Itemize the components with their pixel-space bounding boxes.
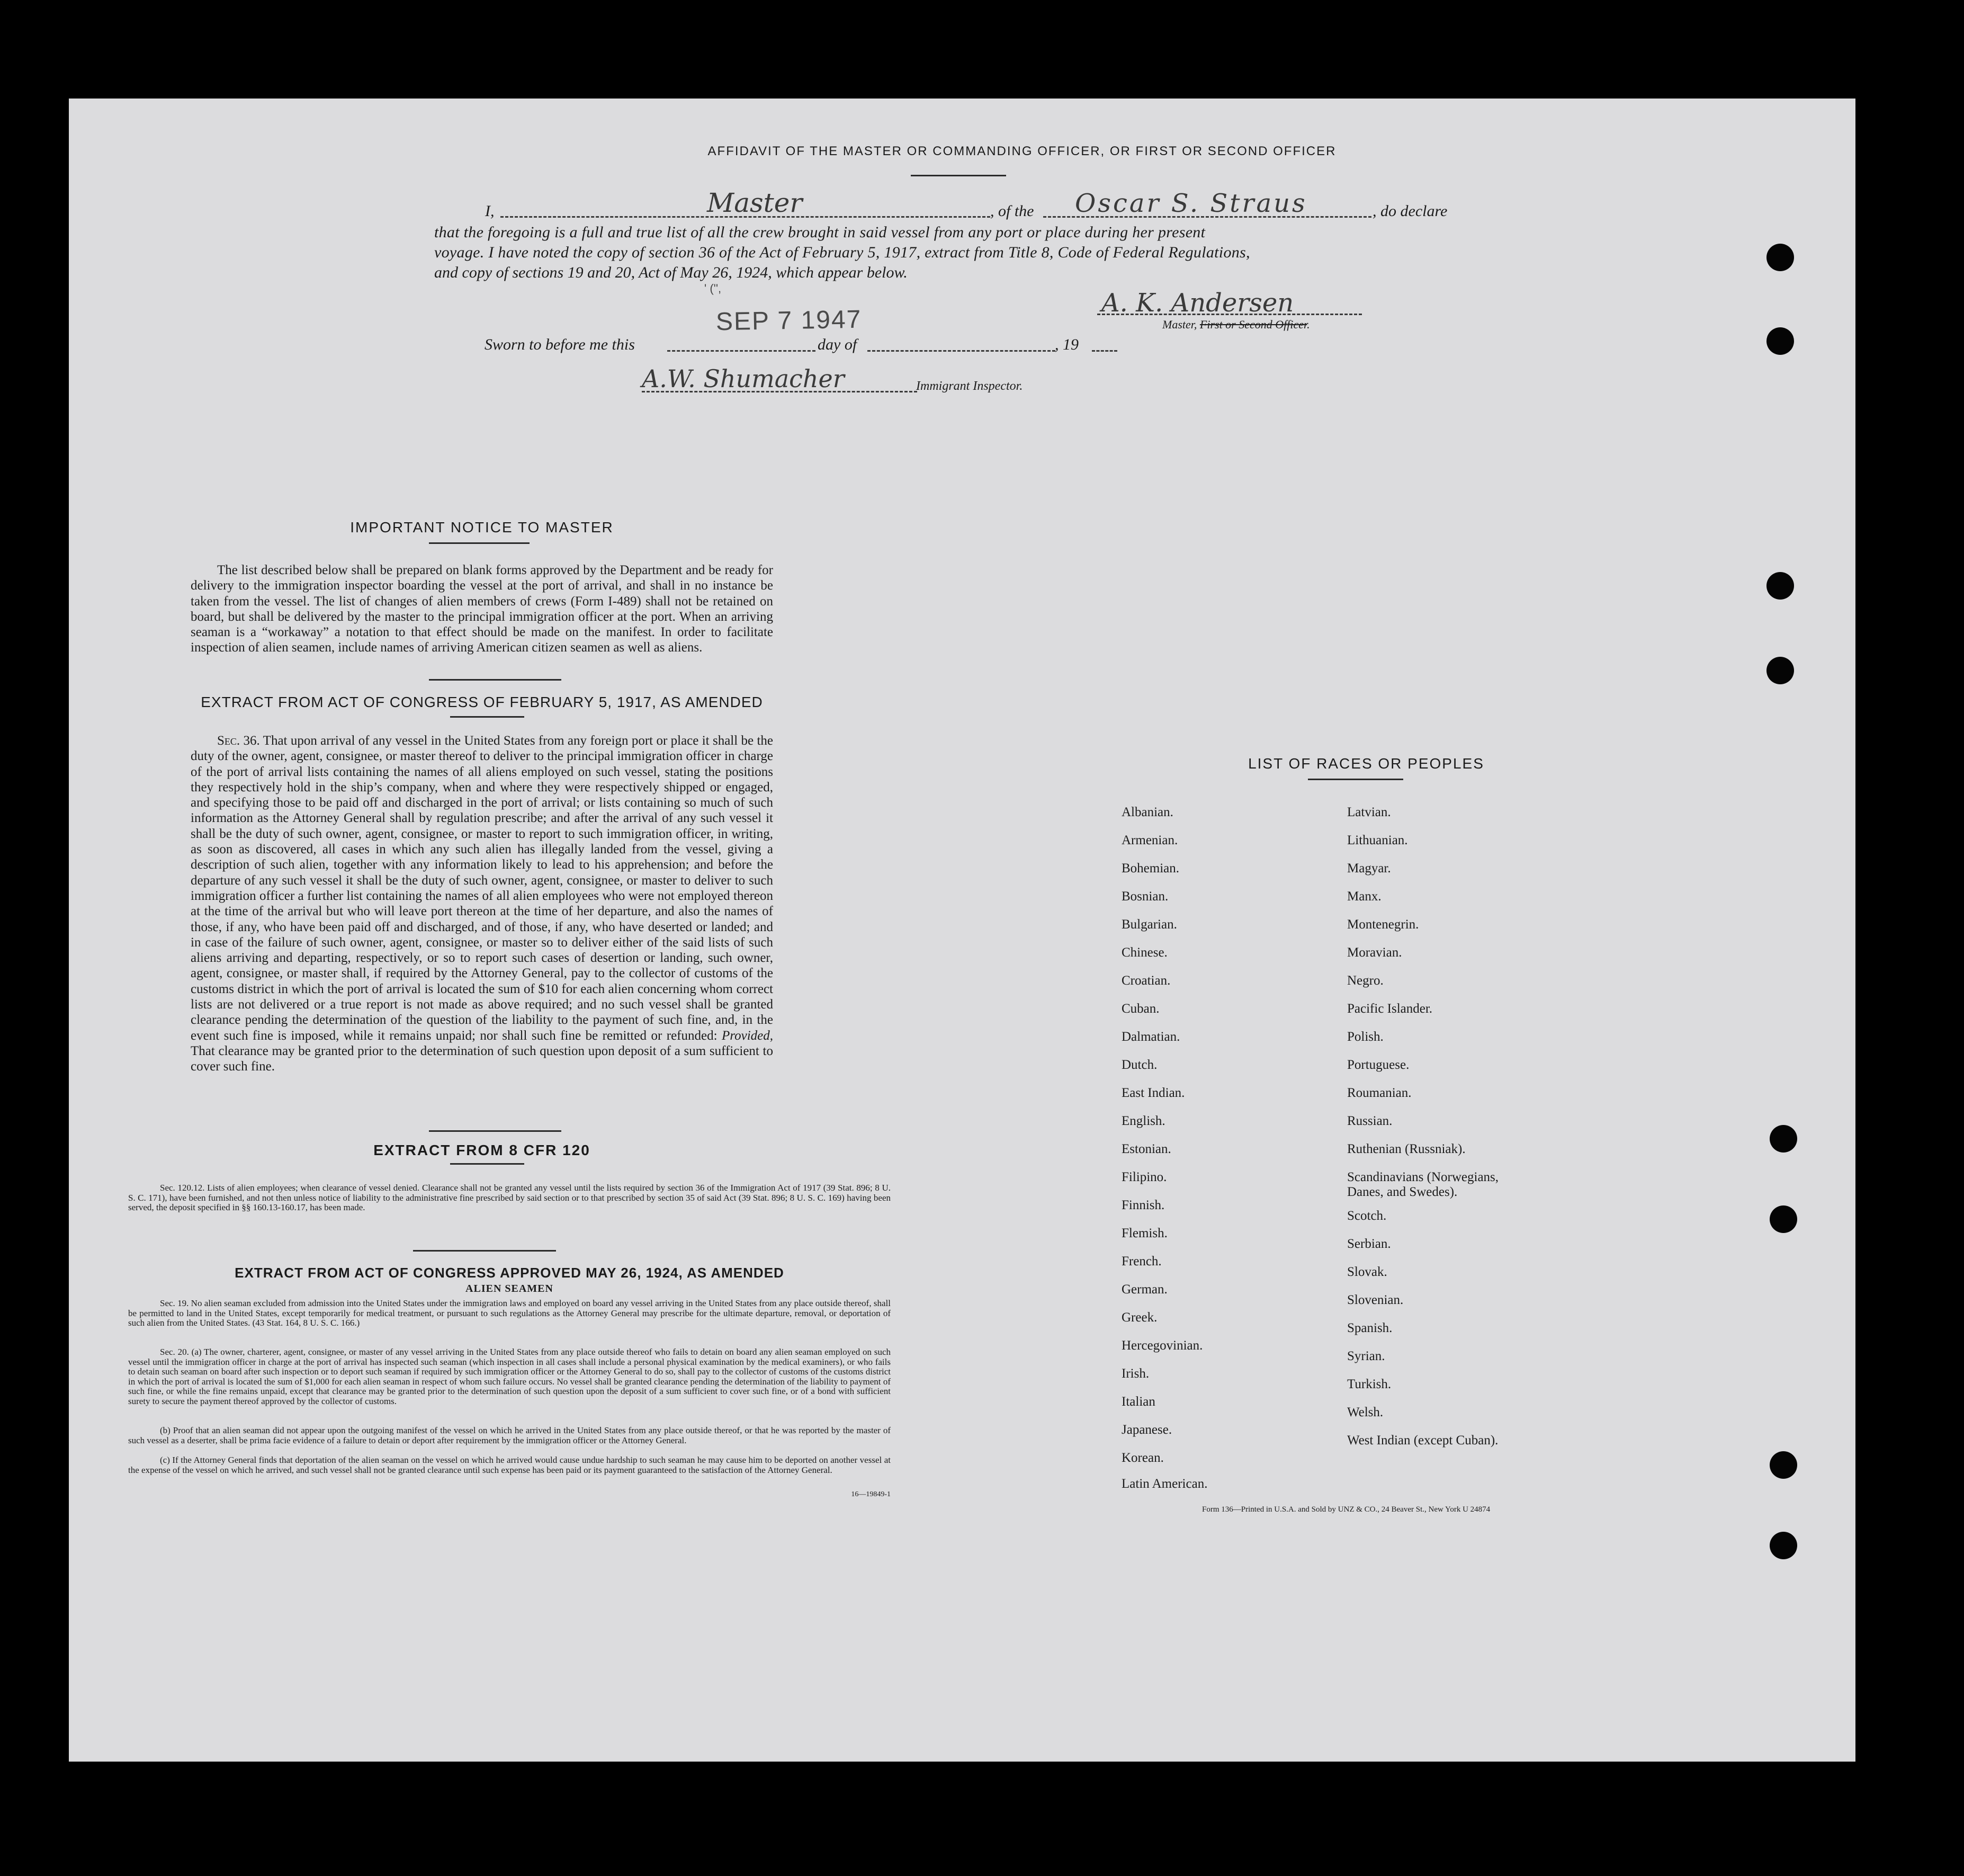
race-item: Negro. xyxy=(1347,973,1384,988)
race-item: East Indian. xyxy=(1122,1086,1185,1100)
race-item: Finnish. xyxy=(1122,1198,1165,1212)
alien-seamen-subheading: ALIEN SEAMEN xyxy=(465,1283,553,1294)
divider xyxy=(911,175,1006,176)
race-item: Armenian. xyxy=(1122,833,1178,847)
divider xyxy=(413,1250,556,1252)
race-item: Slovenian. xyxy=(1347,1293,1404,1307)
races-heading: LIST OF RACES OR PEOPLES xyxy=(1248,755,1484,772)
race-item: Dalmatian. xyxy=(1122,1030,1180,1044)
master-handwriting: Master xyxy=(707,187,803,218)
race-item: Cuban. xyxy=(1122,1002,1160,1016)
act-1924-heading: EXTRACT FROM ACT OF CONGRESS APPROVED MAY 26, 1924, AS AMENDED xyxy=(235,1265,784,1281)
binder-hole xyxy=(1766,244,1794,271)
race-item: Syrian. xyxy=(1347,1349,1385,1363)
race-item: Estonian. xyxy=(1122,1142,1171,1156)
race-item: Croatian. xyxy=(1122,973,1171,988)
race-item: Russian. xyxy=(1347,1114,1393,1128)
race-item: Spanish. xyxy=(1347,1321,1393,1335)
divider xyxy=(429,679,561,681)
affidavit-line-2: that the foregoing is a full and true list of all the crew brought in said vessel from any port or place during her present xyxy=(434,224,1206,241)
race-item: Lithuanian. xyxy=(1347,833,1408,847)
do-declare-label: , do declare xyxy=(1373,202,1448,220)
race-item: French. xyxy=(1122,1254,1162,1268)
race-item: Chinese. xyxy=(1122,945,1168,960)
divider xyxy=(429,1130,561,1132)
race-item: Portuguese. xyxy=(1347,1058,1410,1072)
binder-hole xyxy=(1770,1532,1797,1559)
stamp-mark: ' ('', xyxy=(704,282,722,295)
sworn-label: Sworn to before me this xyxy=(485,336,635,353)
race-item: Irish. xyxy=(1122,1366,1150,1381)
race-item: Hercegovinian. xyxy=(1122,1338,1203,1353)
sec-20a-text: Sec. 20. (a) The owner, charterer, agent, consignee, or master of any vessel arriving in the United States from any place outside thereof who fails to detain on board any alien seaman employed on such vessel until the immigration officer in charge at the port of arrival has inspected such seaman (which inspection in all cases shall include a personal physical examination by the medical examiners), or who fails to detain such seaman on board after such inspection or to deport such seaman if required by such immigration officer or the Attorney General to do so, shall pay to the collector of customs of the customs district in which the port of arrival is located the sum of $1,000 for each alien seaman in respect of whom such failure occurs. No vessel shall be granted clearance pending the determination of the liability to payment of such fine, or while the fine remains unpaid, except that clearance may be granted prior to the determination of such question upon the deposit of a sum sufficient to cover such fine, or of a bond with sufficient surety to secure the payment thereof approved by the collector of customs. xyxy=(128,1347,891,1406)
printer-note: Form 136—Printed in U.S.A. and Sold by UNZ & CO., 24 Beaver St., New York U 24874 xyxy=(1202,1505,1491,1514)
race-item: Flemish. xyxy=(1122,1226,1168,1240)
divider xyxy=(450,716,524,718)
vessel-handwriting: Oscar S. Straus xyxy=(1075,189,1307,218)
race-item: Turkish. xyxy=(1347,1377,1392,1391)
document-page xyxy=(69,99,1855,1762)
inspector-label: Immigrant Inspector. xyxy=(916,379,1023,393)
divider xyxy=(450,1163,524,1165)
year-label: , 19 xyxy=(1055,336,1079,353)
form-code: 16—19849-1 xyxy=(851,1490,891,1498)
sec-19-text: Sec. 19. No alien seaman excluded from admission into the United States under the immigration laws and employed on board any vessel arriving in the United States from any place outside thereof, shall be permitted to land in the United States, except temporarily for medical treatment, or pursuant to such regulations as the Attorney General may prescribe for the ultimate departure, removal, or deportation of such alien from the United States. (43 Stat. 164, 8 U. S. C. 166.) xyxy=(128,1298,891,1328)
sec-20c-text: (c) If the Attorney General finds that deportation of the alien seaman on the vessel on which he arrived would cause undue hardship to such seaman he may cause him to be deported on another vessel at the expense of the vessel on which he arrived, and such vessel shall not be granted clearance until such expense has been paid or its payment guaranteed to the satisfaction of the Attorney General. xyxy=(128,1455,891,1475)
race-item: Japanese. xyxy=(1122,1423,1172,1437)
binder-hole xyxy=(1766,327,1794,355)
race-item: Montenegrin. xyxy=(1347,917,1419,932)
race-item: Latvian. xyxy=(1347,805,1391,819)
affidavit-heading: AFFIDAVIT OF THE MASTER OR COMMANDING OFFICER, OR FIRST OR SECOND OFFICER xyxy=(707,144,1337,158)
section-label: Sec. 36. xyxy=(217,734,260,748)
affidavit-line-4: and copy of sections 19 and 20, Act of May 26, 1924, which appear below. xyxy=(434,264,908,281)
section-36-text: Sec. 36. That upon arrival of any vessel in the United States from any foreign port or place it shall be the duty of the owner, agent, consignee, or master thereof to deliver to the principal immigration officer in charge of the port of arrival lists containing the names of all aliens employed on such vessel, stating the positions they respectively hold in the ship’s company, when and where they were respectively shipped or engaged, and specifying those to be paid off and discharged in the port of arrival; or lists containing so much of such information as the Attorney General shall by regulation prescribe; and after the arrival of any such vessel it shall be the duty of such owner, agent, consignee, or master to report to such immigration officer, in writing, as soon as discovered, all cases in which any such alien has illegally landed from the vessel, giving a description of such alien, together with any information likely to lead to his apprehension; and before the departure of any such vessel it shall be the duty of such owner, agent, consignee, or master to deliver to such immigration officer a further list containing the names of all alien employees who were not employed thereon at the time of the arrival but who will leave port thereon at the time of her departure, and also the names of those, if any, who have been paid off and discharged, and of those, if any, who have deserted or landed; and in case of the failure of such owner, agent, consignee, or master so to deliver either of the said lists of such aliens arriving and departing, respectively, or so to report such cases of desertion or landing, such owner, agent, consignee, or master shall, if required by the Attorney General, pay to the collector of customs of the customs district in which the port of arrival is located the sum of $10 for each alien concerning whom correct lists are not delivered or a true report is not made as above required; and no such vessel shall be granted clearance pending the determination of the question of the liability to the payment of such fine, and, in the event such fine is imposed, while it remains unpaid; nor shall such fine be remitted or refunded: Provided, That clearance may be granted prior to the determination of such question upon deposit of a sum sufficient to cover such fine. xyxy=(191,734,774,1074)
inspector-signature: A.W. Shumacher xyxy=(642,364,845,393)
race-item: Scandinavians (Norwegians, Danes, and Swedes). xyxy=(1347,1170,1499,1199)
race-item: Polish. xyxy=(1347,1030,1384,1044)
binder-hole xyxy=(1766,657,1794,684)
month-line xyxy=(867,350,1055,352)
day-line xyxy=(667,350,815,352)
divider xyxy=(1308,779,1403,780)
notice-heading: IMPORTANT NOTICE TO MASTER xyxy=(350,519,614,535)
race-item: Scotch. xyxy=(1347,1209,1387,1223)
binder-hole xyxy=(1770,1125,1797,1153)
race-item: Greek. xyxy=(1122,1310,1158,1325)
race-item: Serbian. xyxy=(1347,1237,1391,1251)
cfr-text: Sec. 120.12. Lists of alien employees; when clearance of vessel denied. Clearance shall not be granted any vessel until the lists required by section 36 of the Immigration Act of 1917 (39 Stat. 896; 8 U. S. C. 171), have been furnished, and not then unless notice of liability to the administrative fine prescribed by said section or to that prescribed by section 35 of said Act (39 Stat. 896; 8 U. S. C. 169) having been served, the deposit specified in §§ 160.13-160.17, has been made. xyxy=(128,1183,891,1213)
race-item: English. xyxy=(1122,1114,1165,1128)
race-item: Welsh. xyxy=(1347,1405,1384,1419)
master-signature: A. K. Andersen xyxy=(1101,288,1294,318)
race-item: Filipino. xyxy=(1122,1170,1167,1184)
race-item: Roumanian. xyxy=(1347,1086,1412,1100)
race-item: Magyar. xyxy=(1347,861,1391,876)
binder-hole xyxy=(1770,1205,1797,1233)
affidavit-line-3: voyage. I have noted the copy of section 36 of the Act of February 5, 1917, extract from Title 8, Code of Federal Regulations, xyxy=(434,244,1250,261)
race-item: Latin American. xyxy=(1122,1477,1208,1491)
race-item: Pacific Islander. xyxy=(1347,1002,1433,1016)
race-item: Ruthenian (Russniak). xyxy=(1347,1142,1466,1156)
race-item: Albanian. xyxy=(1122,805,1173,819)
race-item: Korean. xyxy=(1122,1451,1164,1465)
race-item: Slovak. xyxy=(1347,1265,1387,1279)
race-item: Italian xyxy=(1122,1395,1155,1409)
binder-hole xyxy=(1770,1451,1797,1479)
race-item: Bohemian. xyxy=(1122,861,1180,876)
race-item: Manx. xyxy=(1347,889,1382,904)
sec-20b-text: (b) Proof that an alien seaman did not appear upon the outgoing manifest of the vessel on which he arrived in the United States from any place outside thereof, or that he was reported by the master of such vessel as a deserter, shall be prima facie evidence of a failure to detain or deport after requirement by the immigration officer or the Attorney General. xyxy=(128,1425,891,1445)
cfr-heading: EXTRACT FROM 8 CFR 120 xyxy=(373,1142,590,1158)
binder-hole xyxy=(1766,572,1794,600)
notice-text: The list described below shall be prepared on blank forms approved by the Department and be ready for delivery to the immigration inspector boarding the vessel at the port of arrival, and shall in no instance be taken from the vessel. The list of changes of alien members of crews (Form I-489) shall not be retained on board, but shall be delivered by the master to the principal immigration officer at the port. When an arriving seaman is a “workaway” a notation to that effect should be made on the manifest. In order to facilitate inspection of alien seamen, include names of arriving American citizen seamen as well as aliens. xyxy=(191,563,773,655)
divider xyxy=(429,542,530,544)
race-item: Bosnian. xyxy=(1122,889,1169,904)
date-stamp: SEP 7 1947 xyxy=(715,305,862,336)
i-label: I, xyxy=(485,202,495,220)
race-item: German. xyxy=(1122,1282,1168,1297)
race-item: West Indian (except Cuban). xyxy=(1347,1433,1499,1448)
race-item: Moravian. xyxy=(1347,945,1402,960)
master-title-label: Master, First or Second Officer. xyxy=(1162,318,1310,331)
day-of-label: day of xyxy=(818,336,857,353)
race-item: Bulgarian. xyxy=(1122,917,1177,932)
year-line xyxy=(1092,350,1117,352)
of-the-label: , of the xyxy=(990,202,1034,220)
extract-1917-heading: EXTRACT FROM ACT OF CONGRESS OF FEBRUARY 5, 1917, AS AMENDED xyxy=(201,694,763,710)
race-item: Dutch. xyxy=(1122,1058,1158,1072)
